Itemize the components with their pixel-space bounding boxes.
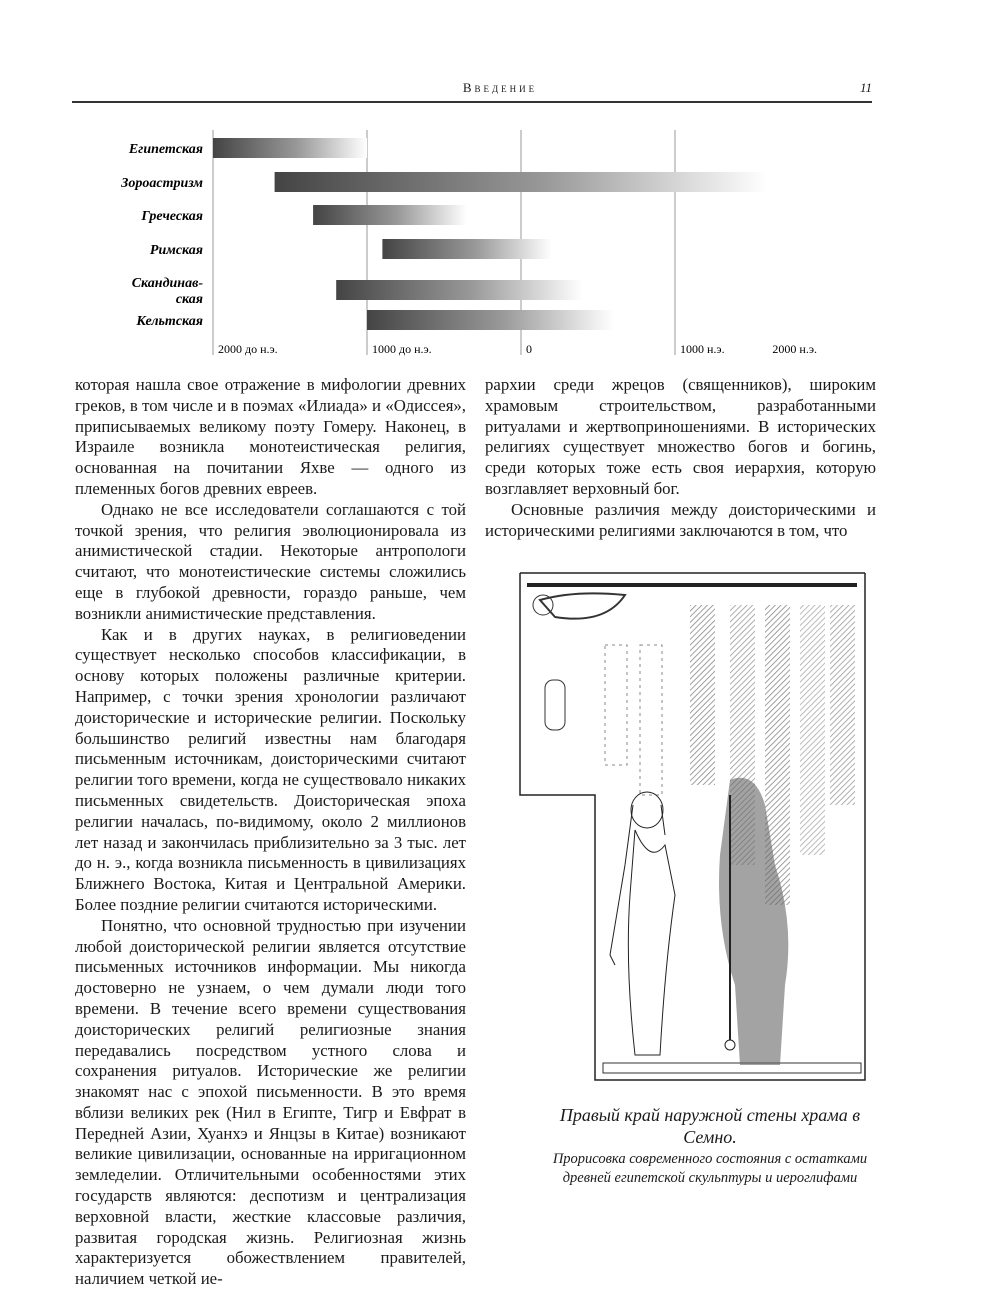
paragraph: Основные различия между доисторическими и историческими религиями заключаются в том, что [485,499,876,540]
paragraph: которая нашла свое отражение в мифологии древних греков, в том числе и в поэмах «Илиада» и «Одиссея», приписываемых великому поэту Гомеру. Наконец, в Израиле возникла монотеистическая религия, основанная на почитании Яхве — одного из племенных богов древних евреев. [75,375,466,498]
x-tick-label: 0 [526,342,532,356]
timeline-bar [275,172,768,192]
category-label: Римская [149,243,203,258]
paragraph: Однако не все исследователи соглашаются с той точкой зрения, что религия эволюционировала из анимистической стадии. Некоторые антропологи считают, что монотеистические системы сложились еще в глубокой древности, гораздо раньше, чем возникли анимистические представления. [75,499,466,623]
paragraph: рархии среди жрецов (священников), широким храмовым строительством, разработанными ритуалами и жертвоприношениями. В исторических религиях существует множество богов и богинь, среди которых тоже есть своя иерархия, которую возглавляет верховный бог. [485,375,876,498]
x-tick-label: 2000 н.э. [772,342,817,356]
paragraph: Понятно, что основной трудностью при изучении любой доисторической религии является отсутствие письменных источников информации. Мы никогда достоверно не узнаем, о чем думали люди того времени. В течение всего времени существования доисторических религий религиозные знания передавались посредством устного слова и сохранения ритуалов. Исторические же религии знакомят нас с эпохой письменности. В это время вблизи великих рек (Нил в Египте, Тигр и Евфрат в Передней Азии, Хуанхэ и Янцзы в Китае) возникают великие цивилизации, основанные на ирригационном земледелии. Отличительными особенностями этих государств являются: деспотизм и централизация верховной власти, жесткие классовые различия, развитая городская жизнь. Религиозная жизнь характеризуется обожествлением правителей, наличием четкой ие- [75,915,466,1289]
x-tick-label: 1000 н.э. [680,342,725,356]
figure-caption-text: Прорисовка современного состояния с остатками древней египетской скульптуры и иероглифами [552,1151,868,1186]
timeline-bar [336,280,582,300]
religion-timeline-chart [0,0,1000,370]
category-label: Скандинав-ская [131,276,203,307]
timeline-bar [382,239,551,259]
right-column [485,375,876,541]
category-label: Египетская [128,142,203,157]
figure-caption-title: Правый край наружной стены храма в Семно. [559,1105,861,1147]
category-label: Кельтская [136,314,203,329]
x-tick-label: 2000 до н.э. [218,342,278,356]
timeline-bar [313,205,467,225]
page-number: 11 [859,80,872,95]
paragraph: Как и в других науках, в религиоведении существует несколько способов классификации, в основу которых положены различные критерии. Например, с точки зрения хронологии различают доисторические и исторические религии. Поскольку большинство религий известны нам благодаря письменным источникам, доисторическими считают религии того времени, когда не существовало никаких письменных свидетельств. Доисторическая эпоха религии началась, по-видимому, около 2 миллионов лет назад и закончилась приблизительно за 3 тыс. лет до н. э., когда возникла письменность в цивилизациях Ближнего Востока, Китая и Центральной Америки. Более поздние религии считаются историческими. [75,624,466,914]
timeline-bar [367,310,613,330]
category-label: Греческая [141,209,203,224]
x-tick-label: 1000 до н.э. [372,342,432,356]
temple-wall-illustration [515,565,875,1085]
left-column [75,375,466,1290]
timeline-bar [213,138,367,158]
running-header: Введение [462,80,538,95]
category-label: Зороастризм [121,176,203,191]
